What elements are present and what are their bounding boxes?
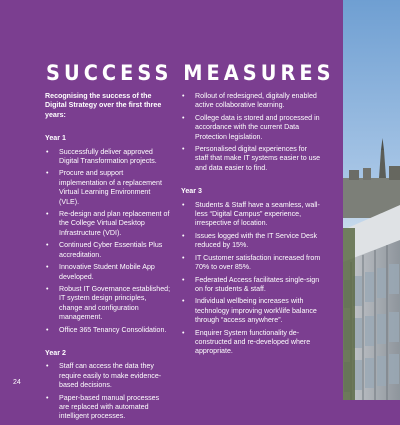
year-3-heading: Year 3 xyxy=(181,187,202,196)
year-1-list xyxy=(45,148,171,335)
list-item: • Robust IT Governance established; IT system design principles, change and configuration management. xyxy=(45,285,171,323)
year-2-heading: Year 2 xyxy=(45,348,66,357)
year-2-continued-list xyxy=(181,92,321,173)
year-1-heading: Year 1 xyxy=(45,134,66,143)
list-item: • Paper-based manual processes are replaced with automated intelligent processes. xyxy=(45,394,171,422)
campus-photo xyxy=(343,0,400,400)
list-item: • Federated Access facilitates single-sign on for students & staff. xyxy=(181,276,321,295)
page-number: 24 xyxy=(13,379,21,386)
year-2-list xyxy=(45,362,171,421)
list-item: • Individual wellbeing increases with technology improving work\life balance through “access anywhere”. xyxy=(181,297,321,325)
list-item: • Continued Cyber Essentials Plus accreditation. xyxy=(45,241,171,260)
list-item: • College data is stored and processed in accordance with the current Data Protection legislation. xyxy=(181,114,321,142)
year-3-list xyxy=(181,201,321,357)
intro-text: Recognising the success of the Digital Strategy over the first three years: xyxy=(45,92,162,119)
campus-photo-image xyxy=(343,0,400,400)
list-item: • Issues logged with the IT Service Desk reduced by 15%. xyxy=(181,232,321,251)
list-item: • Personalised digital experiences for staff that make IT systems easier to use and data easier to find. xyxy=(181,145,321,173)
list-item: • Office 365 Tenancy Consolidation. xyxy=(45,326,171,335)
right-column xyxy=(181,92,321,360)
list-item: • Staff can access the data they require easily to make evidence-based decisions. xyxy=(45,362,171,390)
list-item: • Procure and support implementation of a replacement Virtual Learning Environment (VLE). xyxy=(45,169,171,207)
list-item: • Enquirer System functionality de-constructed and re-developed where appropriate. xyxy=(181,329,321,357)
page-title: SUCCESS MEASURES xyxy=(46,61,335,85)
list-item: • Innovative Student Mobile App developed. xyxy=(45,263,171,282)
list-item: • IT Customer satisfaction increased from 70% to over 85%. xyxy=(181,254,321,273)
list-item: • Successfully deliver approved Digital Transformation projects. xyxy=(45,148,171,167)
left-column xyxy=(45,92,171,425)
list-item: • Rollout of redesigned, digitally enabled active collaborative learning. xyxy=(181,92,321,111)
list-item: • Students & Staff have a seamless, wall-less “Digital Campus” experience, irrespective of location. xyxy=(181,201,321,229)
list-item: • Re-design and plan replacement of the College Virtual Desktop Infrastructure (VDI). xyxy=(45,210,171,238)
